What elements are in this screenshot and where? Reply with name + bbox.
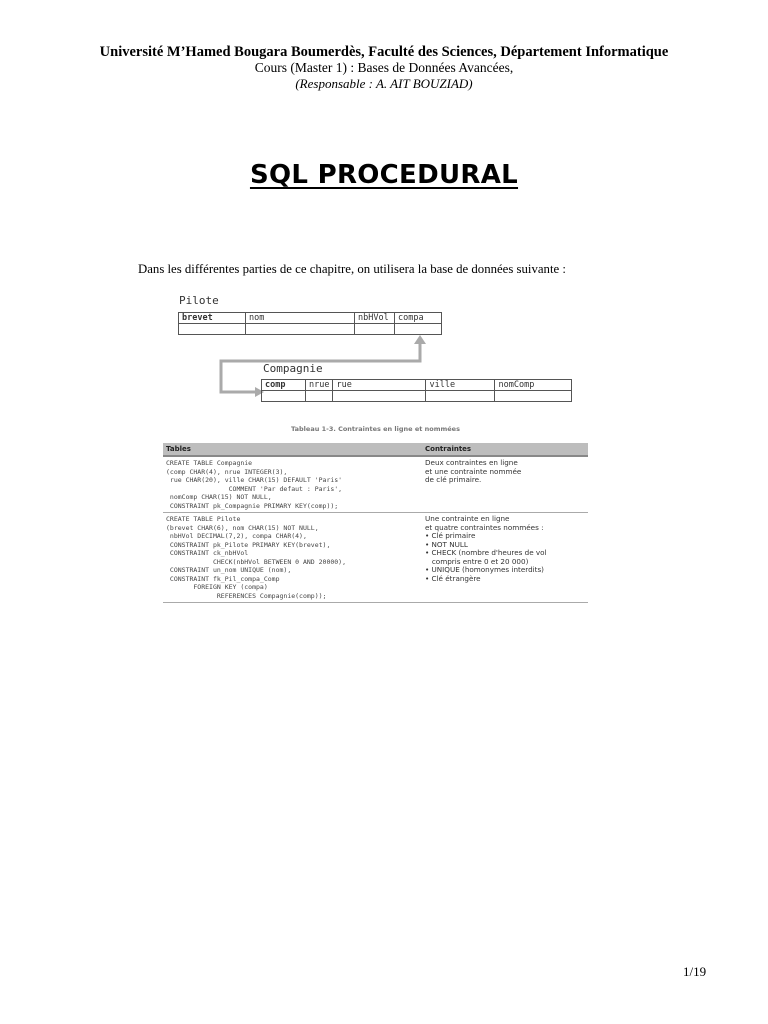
table-header-tables: Tables <box>163 443 422 456</box>
note-line: • Clé primaire <box>425 531 476 540</box>
sql-code-cell <box>163 513 422 603</box>
note-line: compris entre 0 et 20 000) <box>425 556 529 566</box>
page-title: SQL PROCEDURAL <box>249 160 519 190</box>
code-line: FOREIGN KEY (compa) <box>166 583 268 591</box>
header-institution: Université M’Hamed Bougara Boumerdès, Faculté des Sciences, Département Informatique <box>99 44 669 60</box>
note-line: et quatre contraintes nommées : <box>425 522 544 532</box>
note-line: • CHECK (nombre d'heures de vol <box>425 548 547 557</box>
constraint-notes-cell <box>422 513 588 603</box>
header-responsible: (Responsable : A. AIT BOUZIAD) <box>295 76 473 91</box>
constraint-notes-cell <box>422 456 588 513</box>
code-line: CONSTRAINT pk_Compagnie PRIMARY KEY(comp)); <box>166 501 339 510</box>
page-number: 1/19 <box>683 964 707 979</box>
pilote-col-nbhvol: nbHVol <box>355 313 395 324</box>
pilote-col-nom: nom <box>246 313 355 324</box>
code-line: rue CHAR(20), ville CHAR(15) DEFAULT 'Paris' <box>166 476 343 484</box>
code-line: CONSTRAINT pk_Pilote PRIMARY KEY(brevet), <box>166 540 331 549</box>
compagnie-col-ville: ville <box>426 380 495 391</box>
intro-paragraph: Dans les différentes parties de ce chapitre, on utilisera la base de données suivante : <box>138 262 566 276</box>
compagnie-col-nomcomp: nomComp <box>495 380 572 391</box>
compagnie-relation <box>261 379 572 402</box>
table-caption: Tableau 1-3. Contraintes en ligne et nommées <box>291 425 460 433</box>
note-line: • NOT NULL <box>425 539 468 549</box>
table-row <box>163 456 588 513</box>
note-line: Une contrainte en ligne <box>425 514 510 523</box>
code-line: (comp CHAR(4), nrue INTEGER(3), <box>166 467 288 476</box>
code-line: CHECK(nbHVol BETWEEN 0 AND 20000), <box>166 557 347 566</box>
code-line: nbHVol DECIMAL(7,2), compa CHAR(4), <box>166 532 307 540</box>
pilote-col-compa: compa <box>395 313 442 324</box>
sql-code-cell <box>163 456 422 513</box>
compagnie-col-rue: rue <box>333 380 426 391</box>
note-line: Deux contraintes en ligne <box>425 458 518 467</box>
constraints-table <box>163 443 588 603</box>
pilote-col-brevet: brevet <box>179 313 246 324</box>
code-line: CONSTRAINT fk_Pil_compa_Comp <box>166 574 280 583</box>
note-line: et une contrainte nommée <box>425 466 522 476</box>
compagnie-relation-name: Compagnie <box>263 362 323 375</box>
code-line: REFERENCES Compagnie(comp)); <box>166 591 327 600</box>
note-line: • Clé étrangère <box>425 573 481 583</box>
code-line: nomComp CHAR(15) NOT NULL, <box>166 493 272 501</box>
table-row <box>163 513 588 603</box>
code-line: CONSTRAINT ck_nbHVol <box>166 549 249 557</box>
note-line: • UNIQUE (homonymes interdits) <box>425 565 544 574</box>
compagnie-col-nrue: nrue <box>306 380 333 391</box>
code-line: COMMENT 'Par defaut : Paris', <box>166 484 343 493</box>
compagnie-col-comp: comp <box>262 380 306 391</box>
code-line: CREATE TABLE Compagnie <box>166 459 253 467</box>
table-header-constraints: Contraintes <box>422 443 588 456</box>
code-line: CONSTRAINT un_nom UNIQUE (nom), <box>166 566 292 574</box>
header-course: Cours (Master 1) : Bases de Données Avancées, <box>254 60 514 75</box>
code-line: CREATE TABLE Pilote <box>166 515 241 523</box>
note-line: de clé primaire. <box>425 475 482 484</box>
pilote-relation-name: Pilote <box>179 294 219 307</box>
code-line: (brevet CHAR(6), nom CHAR(15) NOT NULL, <box>166 523 319 532</box>
